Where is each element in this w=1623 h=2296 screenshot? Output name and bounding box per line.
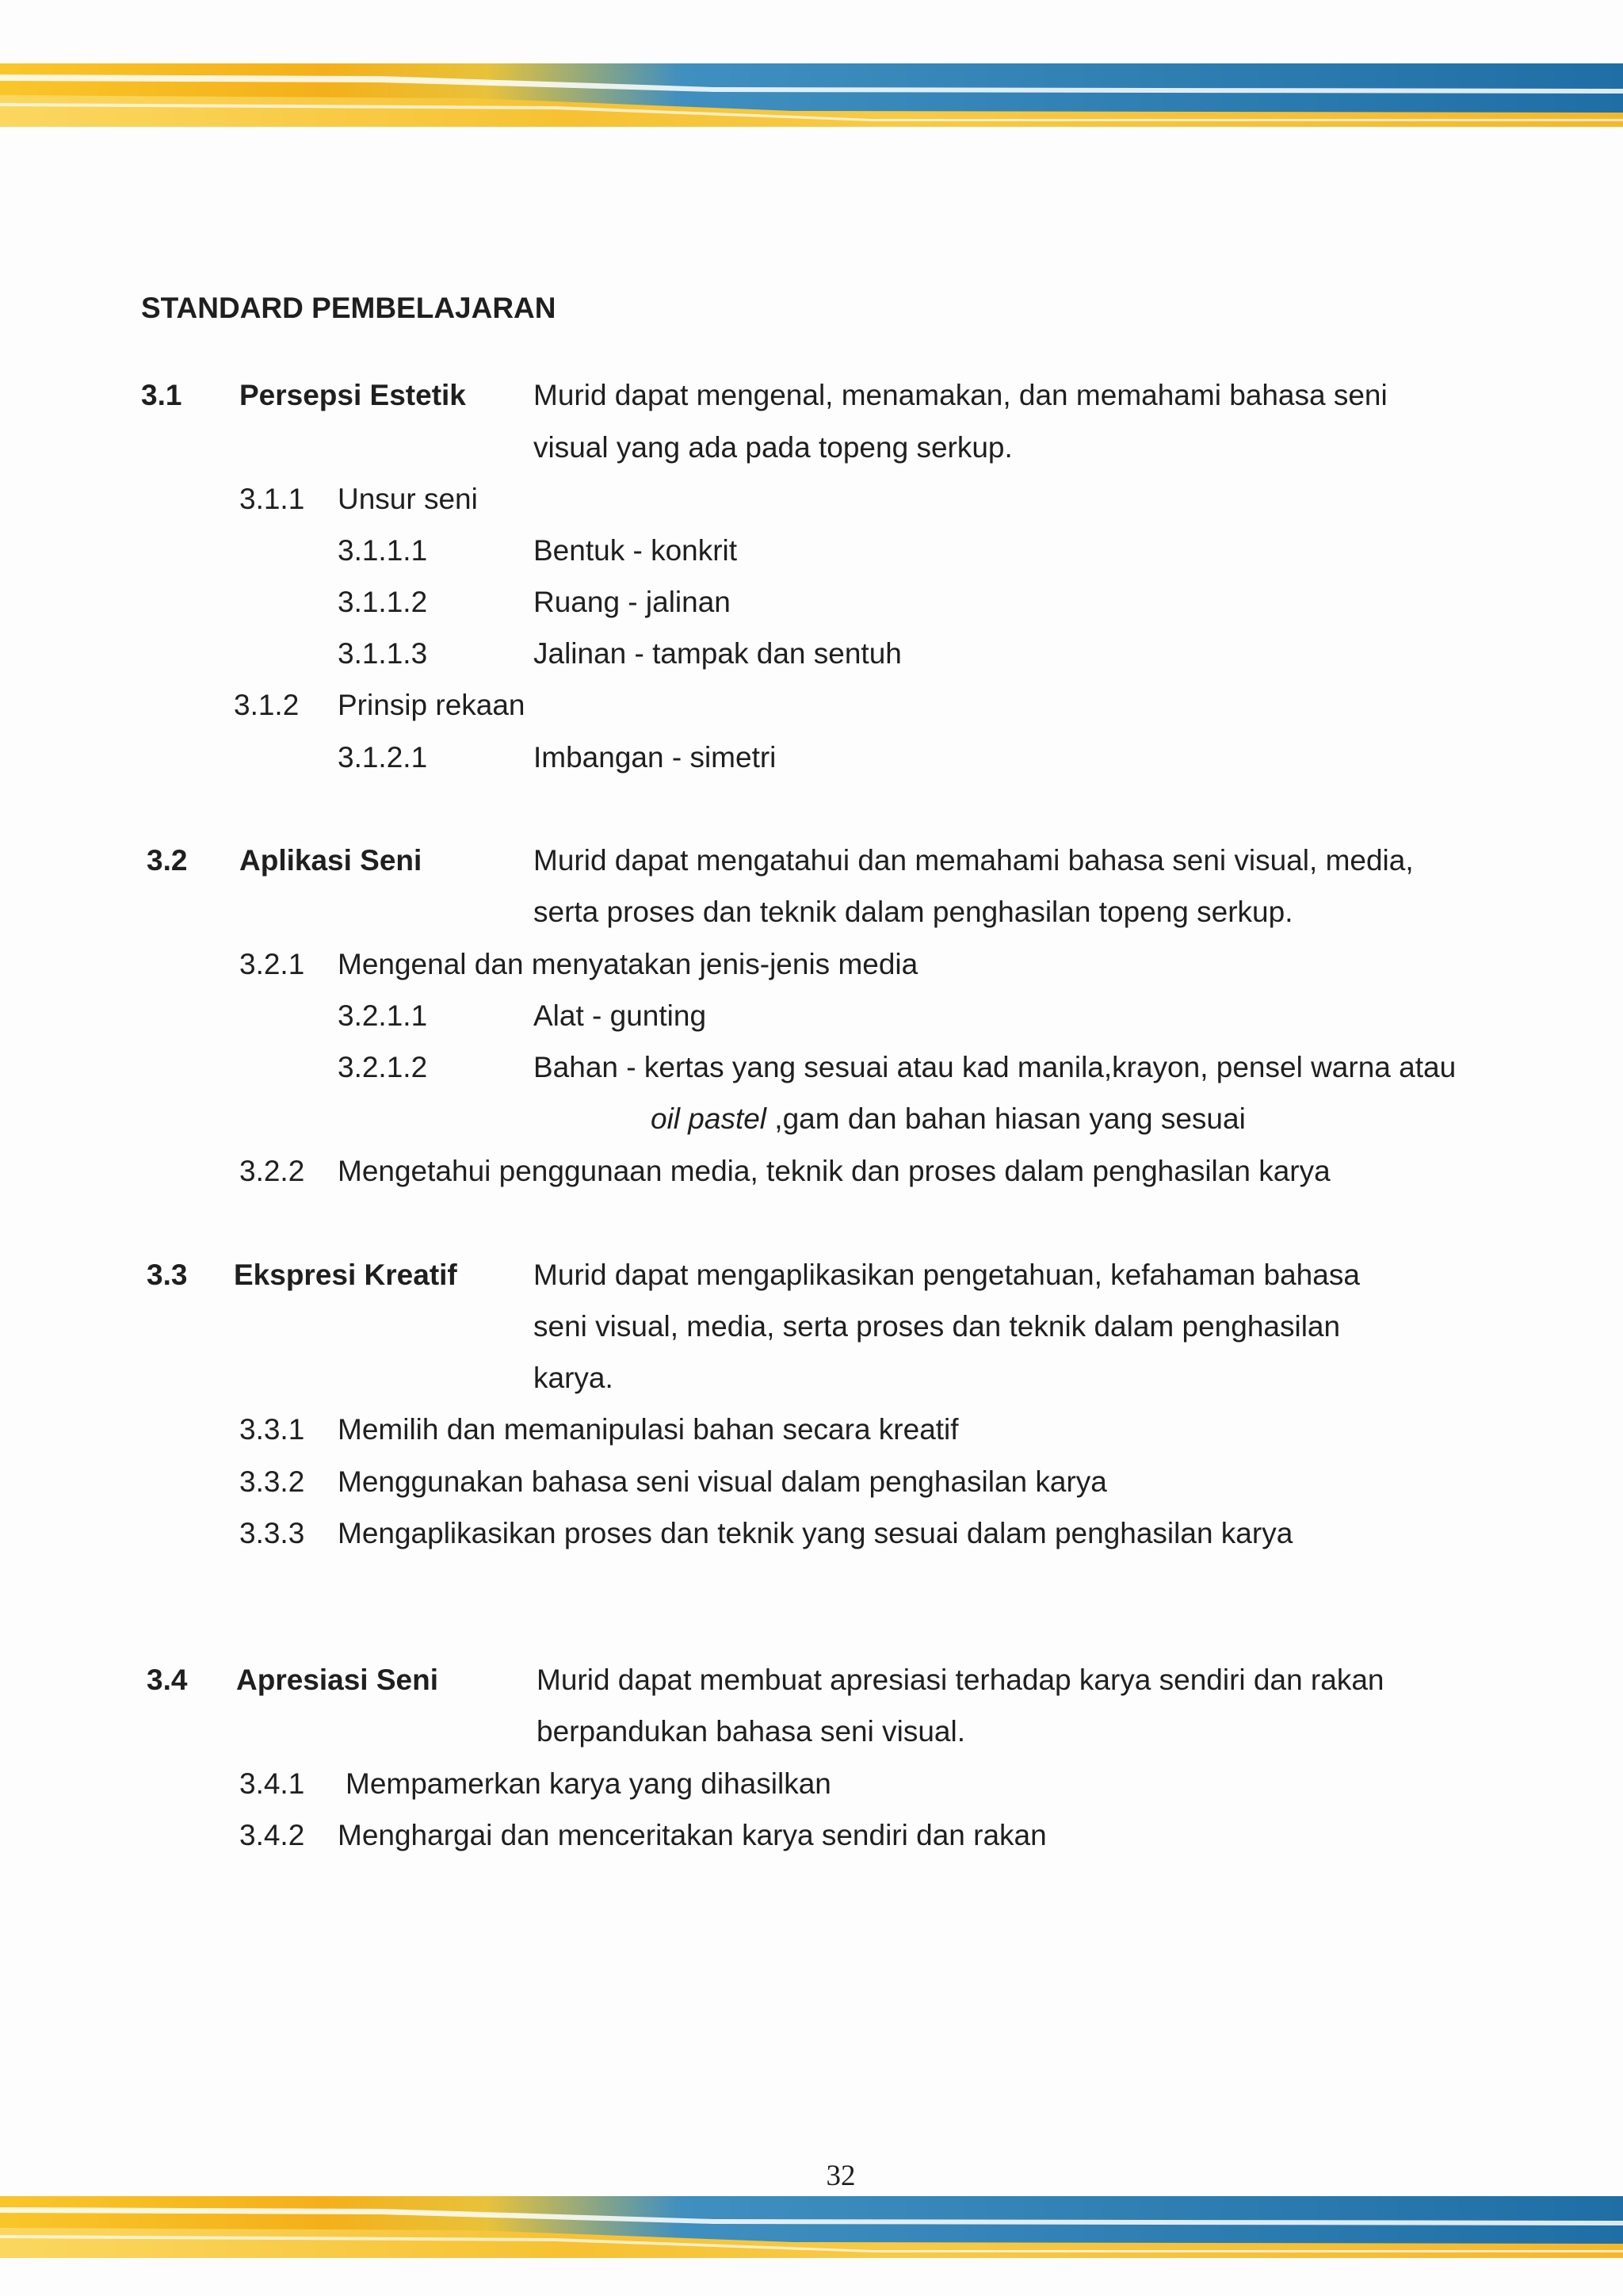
top-decorative-band [0, 63, 1623, 127]
section-3-3-description-line2: seni visual, media, serta proses dan teknik dalam penghasilan [533, 1310, 1341, 1343]
section-3-2-description-line1: Murid dapat mengatahui dan memahami bahasa seni visual, media, [533, 844, 1414, 877]
item-3-1-1-2-number: 3.1.1.2 [338, 586, 428, 618]
item-3-4-2-number: 3.4.2 [239, 1819, 305, 1851]
section-3-1-description-line2: visual yang ada pada topeng serkup. [533, 431, 1013, 464]
item-3-3-2-number: 3.3.2 [239, 1465, 305, 1498]
section-heading: STANDARD PEMBELAJARAN [141, 292, 556, 324]
section-3-3-number: 3.3 [147, 1259, 188, 1291]
section-3-3-description-line1: Murid dapat mengaplikasikan pengetahuan, kefahaman bahasa [533, 1259, 1360, 1291]
item-3-4-2-text: Menghargai dan menceritakan karya sendiri dan rakan [338, 1819, 1047, 1851]
item-3-2-1-2-text: Bahan - kertas yang sesuai atau kad manila,krayon, pensel warna atau [533, 1051, 1457, 1083]
item-3-2-1-2-continuation [651, 1102, 1246, 1137]
item-3-2-1-2-number: 3.2.1.2 [338, 1051, 428, 1083]
section-3-4-description-line2: berpandukan bahasa seni visual. [537, 1715, 965, 1748]
item-3-2-2-number: 3.2.2 [239, 1155, 305, 1187]
item-3-3-1-number: 3.3.1 [239, 1413, 305, 1446]
item-3-1-2-1-number: 3.1.2.1 [338, 741, 428, 774]
section-3-1-title: Persepsi Estetik [239, 379, 466, 411]
item-3-1-2-1-text: Imbangan - simetri [533, 741, 777, 774]
item-3-3-2-text: Menggunakan bahasa seni visual dalam penghasilan karya [338, 1465, 1107, 1498]
section-3-1-number: 3.1 [141, 379, 182, 411]
section-3-3-description-line3: karya. [533, 1362, 613, 1394]
section-3-4-title: Apresiasi Seni [236, 1664, 439, 1696]
item-3-3-3-text: Mengaplikasikan proses dan teknik yang sesuai dalam penghasilan karya [338, 1517, 1293, 1549]
section-3-2-title: Aplikasi Seni [239, 844, 422, 877]
section-3-4-description-line1: Murid dapat membuat apresiasi terhadap karya sendiri dan rakan [537, 1664, 1384, 1696]
section-3-2-number: 3.2 [147, 844, 188, 877]
item-3-4-1-text: Mempamerkan karya yang dihasilkan [346, 1767, 831, 1800]
item-3-3-3-number: 3.3.3 [239, 1517, 305, 1549]
item-3-2-1-1-text: Alat - gunting [533, 999, 707, 1032]
section-3-4-number: 3.4 [147, 1664, 188, 1696]
item-3-1-2-number: 3.1.2 [234, 689, 300, 721]
item-3-1-1-text: Unsur seni [338, 483, 478, 515]
item-3-3-1-text: Memilih dan memanipulasi bahan secara kreatif [338, 1413, 959, 1446]
oil-pastel-italic: oil pastel [651, 1102, 767, 1135]
item-3-2-1-text: Mengenal dan menyatakan jenis-jenis media [338, 948, 918, 980]
item-3-1-1-1-number: 3.1.1.1 [338, 534, 428, 567]
item-3-1-1-3-text: Jalinan - tampak dan sentuh [533, 637, 902, 670]
item-3-1-2-text: Prinsip rekaan [338, 689, 525, 721]
section-3-1-description-line1: Murid dapat mengenal, menamakan, dan memahami bahasa seni [533, 379, 1388, 411]
bottom-decorative-band [0, 2196, 1623, 2258]
section-3-3-title: Ekspresi Kreatif [234, 1259, 457, 1291]
page-number: 32 [826, 2160, 856, 2192]
section-3-2-description-line2: serta proses dan teknik dalam penghasilan topeng serkup. [533, 896, 1293, 928]
item-3-1-1-2-text: Ruang - jalinan [533, 586, 731, 618]
item-3-4-1-number: 3.4.1 [239, 1767, 305, 1800]
item-3-2-2-text: Mengetahui penggunaan media, teknik dan proses dalam penghasilan karya [338, 1155, 1331, 1187]
item-3-1-1-3-number: 3.1.1.3 [338, 637, 428, 670]
item-3-2-1-1-number: 3.2.1.1 [338, 999, 428, 1032]
item-3-1-1-number: 3.1.1 [239, 483, 305, 515]
item-3-1-1-1-text: Bentuk - konkrit [533, 534, 738, 567]
continuation-rest: ,gam dan bahan hiasan yang sesuai [766, 1102, 1246, 1135]
item-3-2-1-number: 3.2.1 [239, 948, 305, 980]
